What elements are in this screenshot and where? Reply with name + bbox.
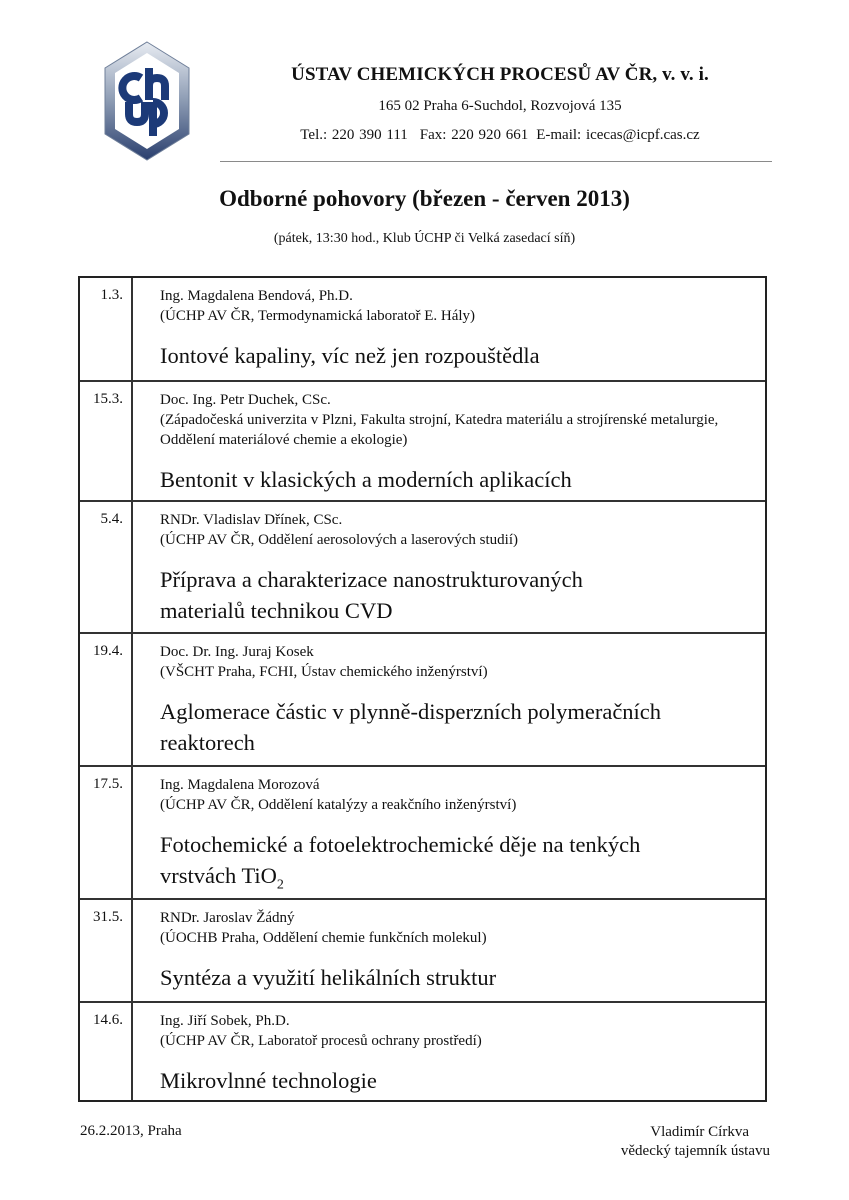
speaker-name: Ing. Jiří Sobek, Ph.D. [160,1013,290,1029]
schedule-row [80,502,765,634]
phone-number: Tel.: 220 390 111 [300,127,408,143]
speaker-affiliation: (ÚCHP AV ČR, Oddělení aerosolových a laserových studií) [160,532,519,548]
signatory-role: vědecký tajemník ústavu [620,1143,770,1159]
document-subtitle: (pátek, 13:30 hod., Klub ÚCHP či Velká zasedací síň) [273,231,576,246]
seminar-date: 31.5. [80,900,133,1001]
institute-logo [103,40,191,162]
institute-name: ÚSTAV CHEMICKÝCH PROCESŮ AV ČR, v. v. i. [291,64,709,85]
seminar-details [133,382,765,500]
talk-title-subscript: 2 [276,877,284,893]
speaker-affiliation: (Západočeská univerzita v Plzni, Fakulta strojní, Katedra materiálu a strojírenské metalurgie, Oddělení materiálové chemie a ekologie) [160,412,719,448]
talk-title: Bentonit v klasických a moderních aplikacích [160,467,572,492]
document-title: Odborné pohovory (březen - červen 2013) [219,186,630,211]
fax-number: Fax: 220 920 661 [419,127,529,143]
talk-title: Příprava a charakterizace nanostrukturovaných materialů technikou CVD [160,567,583,623]
seminar-date: 19.4. [80,634,133,765]
talk-title-text: Fotochemické a fotoelektrochemické děje na tenkých vrstvách TiO [160,832,641,888]
schedule-row [80,278,765,382]
speaker-name: Doc. Dr. Ing. Juraj Kosek [160,644,314,660]
seminar-details [133,767,765,898]
seminar-details [133,1003,765,1100]
schedule-row [80,382,765,502]
speaker-name: RNDr. Vladislav Dřínek, CSc. [160,512,343,528]
schedule-row [80,900,765,1003]
talk-title: Iontové kapaliny, víc než jen rozpouštědla [160,343,540,368]
uchp-hexagon-logo-icon [103,40,191,162]
seminar-date: 5.4. [80,502,133,632]
seminar-schedule-table [78,276,767,1102]
schedule-row [80,1003,765,1100]
speaker-name: Ing. Magdalena Bendová, Ph.D. [160,288,353,304]
seminar-details [133,278,765,380]
speaker-name: Doc. Ing. Petr Duchek, CSc. [160,392,331,408]
speaker-affiliation: (ÚCHP AV ČR, Laboratoř procesů ochrany prostředí) [160,1033,482,1049]
speaker-name: RNDr. Jaroslav Žádný [160,910,295,926]
speaker-affiliation: (VŠCHT Praha, FCHI, Ústav chemického inženýrství) [160,664,488,680]
speaker-affiliation: (ÚCHP AV ČR, Termodynamická laboratoř E. Hály) [160,308,476,324]
seminar-details [133,900,765,1001]
email-address: E-mail: icecas@icpf.cas.cz [536,127,700,143]
talk-title: Mikrovlnné technologie [160,1068,377,1093]
speaker-affiliation: (ÚCHP AV ČR, Oddělení katalýzy a reakčního inženýrství) [160,797,517,813]
speaker-name: Ing. Magdalena Morozová [160,777,320,793]
talk-title: Aglomerace částic v plynně-disperzních polymeračních reaktorech [160,699,662,755]
seminar-date: 14.6. [80,1003,133,1100]
issue-date-place: 26.2.2013, Praha [80,1123,182,1139]
talk-title [160,829,720,891]
signatory-name: Vladimír Církva [650,1124,749,1140]
schedule-row [80,634,765,767]
institute-contact [220,127,780,144]
institute-address: 165 02 Praha 6-Suchdol, Rozvojová 135 [378,98,622,114]
speaker-affiliation: (ÚOCHB Praha, Oddělení chemie funkčních molekul) [160,930,487,946]
signature-block [570,1123,770,1161]
header-divider [220,161,772,162]
seminar-date: 1.3. [80,278,133,380]
seminar-details [133,634,765,765]
seminar-date: 15.3. [80,382,133,500]
seminar-details [133,502,765,632]
talk-title: Syntéza a využití helikálních struktur [160,965,497,990]
schedule-row [80,767,765,900]
seminar-date: 17.5. [80,767,133,898]
